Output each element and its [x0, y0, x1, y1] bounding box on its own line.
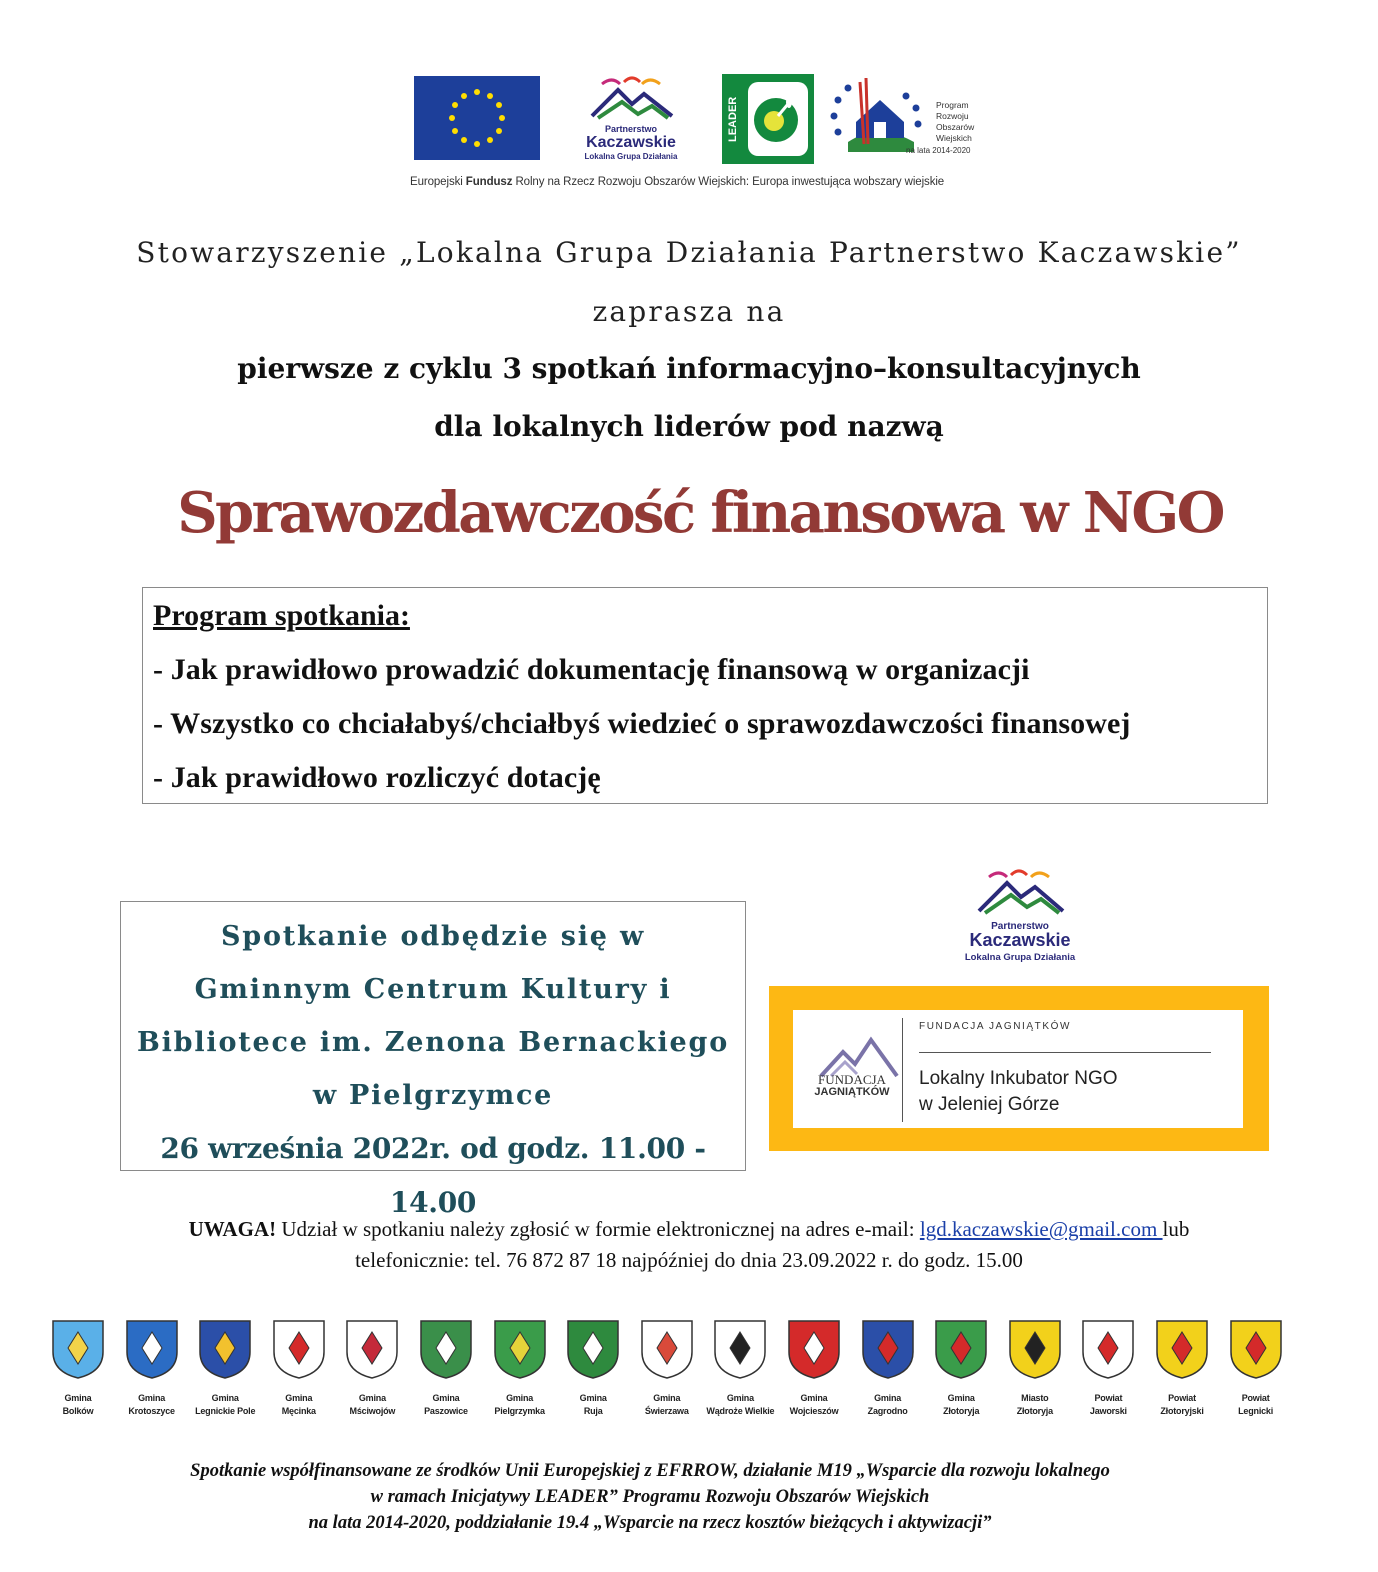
leader-word: LEADER — [727, 96, 739, 142]
program-item: - Wszystko co chciałabyś/chciałbyś wiedzieć o sprawozdawczości finansowej — [153, 707, 1131, 740]
registration-note — [0, 1214, 1378, 1276]
coat-label-line2: Paszowice — [424, 1406, 468, 1416]
fundacja-name-line1: FUNDACJA — [818, 1072, 886, 1087]
coat-label-line1: Gmina — [211, 1393, 239, 1403]
coat-label — [774, 1392, 854, 1418]
prow-line: Rozwoju — [936, 111, 969, 121]
coat-label-line1: Gmina — [653, 1393, 681, 1403]
incubator-city: w Jeleniej Górze — [919, 1094, 1060, 1115]
coat-label-line2: Legnicki — [1238, 1406, 1274, 1416]
coat-label-line2: Mściwojów — [349, 1406, 396, 1416]
coat-label — [38, 1392, 118, 1418]
coat-label-line2: Krotoszyce — [128, 1406, 175, 1416]
ruja-coat-icon — [565, 1318, 621, 1380]
email-link[interactable]: lgd.kaczawskie@gmail.com — [919, 1217, 1163, 1241]
coat-label — [259, 1392, 339, 1418]
coat-of-arms-item — [122, 1318, 182, 1428]
coat-of-arms-item — [416, 1318, 476, 1428]
coat-of-arms-item — [637, 1318, 697, 1428]
coat-label-line1: Gmina — [874, 1393, 902, 1403]
coat-label — [921, 1392, 1001, 1418]
footer-line: na lata 2014-2020, poddziałanie 19.4 „Wsparcie na rzecz kosztów bieżących i aktywizacji” — [308, 1513, 992, 1533]
coat-of-arms-item — [931, 1318, 991, 1428]
funding-footer — [0, 1458, 1300, 1536]
leader-logo — [722, 74, 814, 164]
venue-line: w Pielgrzymce — [312, 1080, 554, 1111]
fundacja-card — [793, 1010, 1243, 1128]
mecinka-coat-icon — [271, 1318, 327, 1380]
footer-line: w ramach Inicjatywy LEADER” Programu Rozwoju Obszarów Wiejskich — [370, 1487, 930, 1507]
svg-text:Kaczawskie: Kaczawskie — [586, 134, 676, 151]
program-heading: Program spotkania: — [153, 599, 410, 632]
coat-label-line2: Zagrodno — [867, 1406, 908, 1416]
coat-label-line2: Złotoryja — [1016, 1406, 1053, 1416]
coat-label — [332, 1392, 412, 1418]
coat-label — [700, 1392, 780, 1418]
wojcieszow-coat-icon — [786, 1318, 842, 1380]
fundacja-jagniatkow-banner — [769, 986, 1269, 1151]
coat-label-line2: Jaworski — [1089, 1406, 1127, 1416]
coat-label — [1216, 1392, 1296, 1418]
coat-label-line1: Powiat — [1168, 1393, 1196, 1403]
prow-text — [936, 100, 1016, 144]
coat-label — [406, 1392, 486, 1418]
eu-flag-icon — [414, 76, 540, 160]
coat-of-arms-item — [706, 1318, 775, 1428]
coat-label — [1068, 1392, 1148, 1418]
coat-label — [995, 1392, 1075, 1418]
coat-label — [848, 1392, 928, 1418]
coat-of-arms-item — [563, 1318, 623, 1428]
pielgrzymka-coat-icon — [492, 1318, 548, 1380]
partnerstwo-kaczawskie-logo — [572, 72, 690, 168]
coat-of-arms-item — [1005, 1318, 1065, 1428]
coat-label-line1: Gmina — [358, 1393, 386, 1403]
coat-label-line2: Pielgrzymka — [494, 1406, 545, 1416]
svg-text:Partnerstwo: Partnerstwo — [991, 921, 1049, 932]
prow-line: Wiejskich — [936, 133, 972, 143]
coat-of-arms-item — [490, 1318, 550, 1428]
coat-of-arms-item — [342, 1318, 402, 1428]
coat-of-arms-item — [784, 1318, 844, 1428]
prow-years: na lata 2014-2020 — [906, 146, 971, 155]
coat-of-arms-item — [1152, 1318, 1212, 1428]
swierzawa-coat-icon — [639, 1318, 695, 1380]
coat-label-line2: Męcinka — [281, 1406, 316, 1416]
coat-label — [1142, 1392, 1222, 1418]
note-line-2: telefonicznie: tel. 76 872 87 18 najpóźniej do dnia 23.09.2022 r. do godz. 15.00 — [355, 1248, 1023, 1272]
coat-label — [627, 1392, 707, 1418]
divider — [919, 1052, 1211, 1053]
fund-prefix: Europejski — [410, 176, 466, 188]
invites-line: zaprasza na — [592, 295, 786, 328]
miasto-zlotoryja-coat-icon — [1007, 1318, 1063, 1380]
powiat-zlotoryjski-coat-icon — [1154, 1318, 1210, 1380]
bolkow-coat-icon — [50, 1318, 106, 1380]
program-box — [142, 587, 1268, 804]
series-line: pierwsze z cyklu 3 spotkań informacyjno–konsultacyjnych — [237, 352, 1141, 385]
coat-label-line2: Bolków — [62, 1406, 94, 1416]
coat-of-arms-item — [858, 1318, 918, 1428]
coat-of-arms-item — [269, 1318, 329, 1428]
coat-label-line1: Gmina — [800, 1393, 828, 1403]
coat-label — [112, 1392, 192, 1418]
coat-label — [553, 1392, 633, 1418]
coat-label-line2: Wojcieszów — [789, 1406, 839, 1416]
venue-line: Bibliotece im. Zenona Bernackiego — [136, 1027, 730, 1058]
svg-text:Partnerstwo: Partnerstwo — [604, 124, 658, 134]
fund-bold: Fundusz — [465, 176, 513, 188]
note-text-after: lub — [1162, 1217, 1190, 1241]
coat-label-line1: Gmina — [138, 1393, 166, 1403]
audience-line: dla lokalnych liderów pod nazwą — [434, 410, 944, 443]
paszowice-coat-icon — [418, 1318, 474, 1380]
coat-of-arms-item — [48, 1318, 108, 1428]
divider — [902, 1018, 903, 1122]
logo-strip — [412, 72, 1012, 167]
coat-label-line2: Złotoryja — [943, 1406, 980, 1416]
zagrodno-coat-icon — [860, 1318, 916, 1380]
coat-label-line1: Gmina — [579, 1393, 607, 1403]
svg-text:Lokalna Grupa Działania: Lokalna Grupa Działania — [964, 952, 1076, 963]
coat-label-line1: Gmina — [285, 1393, 313, 1403]
venue-date: 26 września 2022r. od godz. 11.00 - 14.00 — [160, 1132, 706, 1219]
partnerstwo-kaczawskie-logo — [955, 865, 1085, 965]
powiat-legnicki-coat-icon — [1228, 1318, 1284, 1380]
msciwojow-coat-icon — [344, 1318, 400, 1380]
krotoszyce-coat-icon — [124, 1318, 180, 1380]
coat-label-line1: Gmina — [506, 1393, 534, 1403]
incubator-title: Lokalny Inkubator NGO — [919, 1068, 1118, 1089]
venue-line: Spotkanie odbędzie się w — [221, 921, 645, 952]
coat-label-line1: Powiat — [1241, 1393, 1270, 1403]
organizer-line: Stowarzyszenie „Lokalna Grupa Działania Partnerstwo Kaczawskie” — [136, 236, 1242, 269]
fund-suffix: Rolny na Rzecz Rozwoju Obszarów Wiejskich: Europa inwestująca wobszary wiejskie — [512, 176, 945, 188]
gmina-zlotoryja-coat-icon — [933, 1318, 989, 1380]
venue-box — [120, 901, 746, 1219]
note-line-1 — [0, 1214, 1378, 1245]
coat-label-line1: Gmina — [947, 1393, 975, 1403]
page-title: Sprawozdawczość finansowa w NGO — [177, 480, 1223, 546]
program-item: - Jak prawidłowo rozliczyć dotację — [153, 761, 601, 794]
coat-label-line1: Gmina — [726, 1393, 754, 1403]
prow-line: Program — [936, 100, 969, 110]
program-item: - Jak prawidłowo prowadzić dokumentację finansową w organizacji — [153, 653, 1030, 686]
eu-fund-line — [410, 176, 1010, 188]
coat-of-arms-item — [1226, 1318, 1286, 1428]
coat-label-line2: Świerzawa — [644, 1406, 689, 1416]
coats-of-arms-row — [48, 1318, 1338, 1428]
svg-text:Lokalna Grupa Działania: Lokalna Grupa Działania — [584, 152, 678, 161]
fundacja-label: FUNDACJA JAGNIĄTKÓW — [919, 1021, 1072, 1032]
coat-label-line1: Gmina — [432, 1393, 460, 1403]
coat-label — [480, 1392, 560, 1418]
coat-label-line1: Powiat — [1094, 1393, 1123, 1403]
coat-label — [185, 1392, 265, 1418]
coat-label-line2: Wądroże Wielkie — [706, 1406, 775, 1416]
coat-label-line2: Legnickie Pole — [195, 1406, 256, 1416]
legnickie-pole-coat-icon — [197, 1318, 253, 1380]
fundacja-name-line2: JAGNIĄTKÓW — [814, 1086, 890, 1098]
wadroze-coat-icon — [712, 1318, 768, 1380]
coat-of-arms-item — [195, 1318, 255, 1428]
warning-label: UWAGA! — [188, 1217, 277, 1241]
fundacja-name — [807, 1074, 897, 1098]
coat-of-arms-item — [1078, 1318, 1138, 1428]
prow-line: Obszarów — [936, 122, 975, 132]
powiat-jaworski-coat-icon — [1080, 1318, 1136, 1380]
coat-label-line1: Gmina — [64, 1393, 92, 1403]
coat-label-line2: Złotoryjski — [1160, 1406, 1204, 1416]
note-text: Udział w spotkaniu należy zgłosić w formie elektronicznej na adres e-mail: — [276, 1217, 920, 1241]
svg-text:Kaczawskie: Kaczawskie — [969, 930, 1071, 950]
venue-line: Gminnym Centrum Kultury i — [194, 974, 672, 1005]
footer-line: Spotkanie współfinansowane ze środków Unii Europejskiej z EFRROW, działanie M19 „Wsparcie dla rozwoju lokalnego — [190, 1461, 1110, 1481]
coat-label-line2: Ruja — [583, 1406, 603, 1416]
coat-label-line1: Miasto — [1021, 1393, 1049, 1403]
